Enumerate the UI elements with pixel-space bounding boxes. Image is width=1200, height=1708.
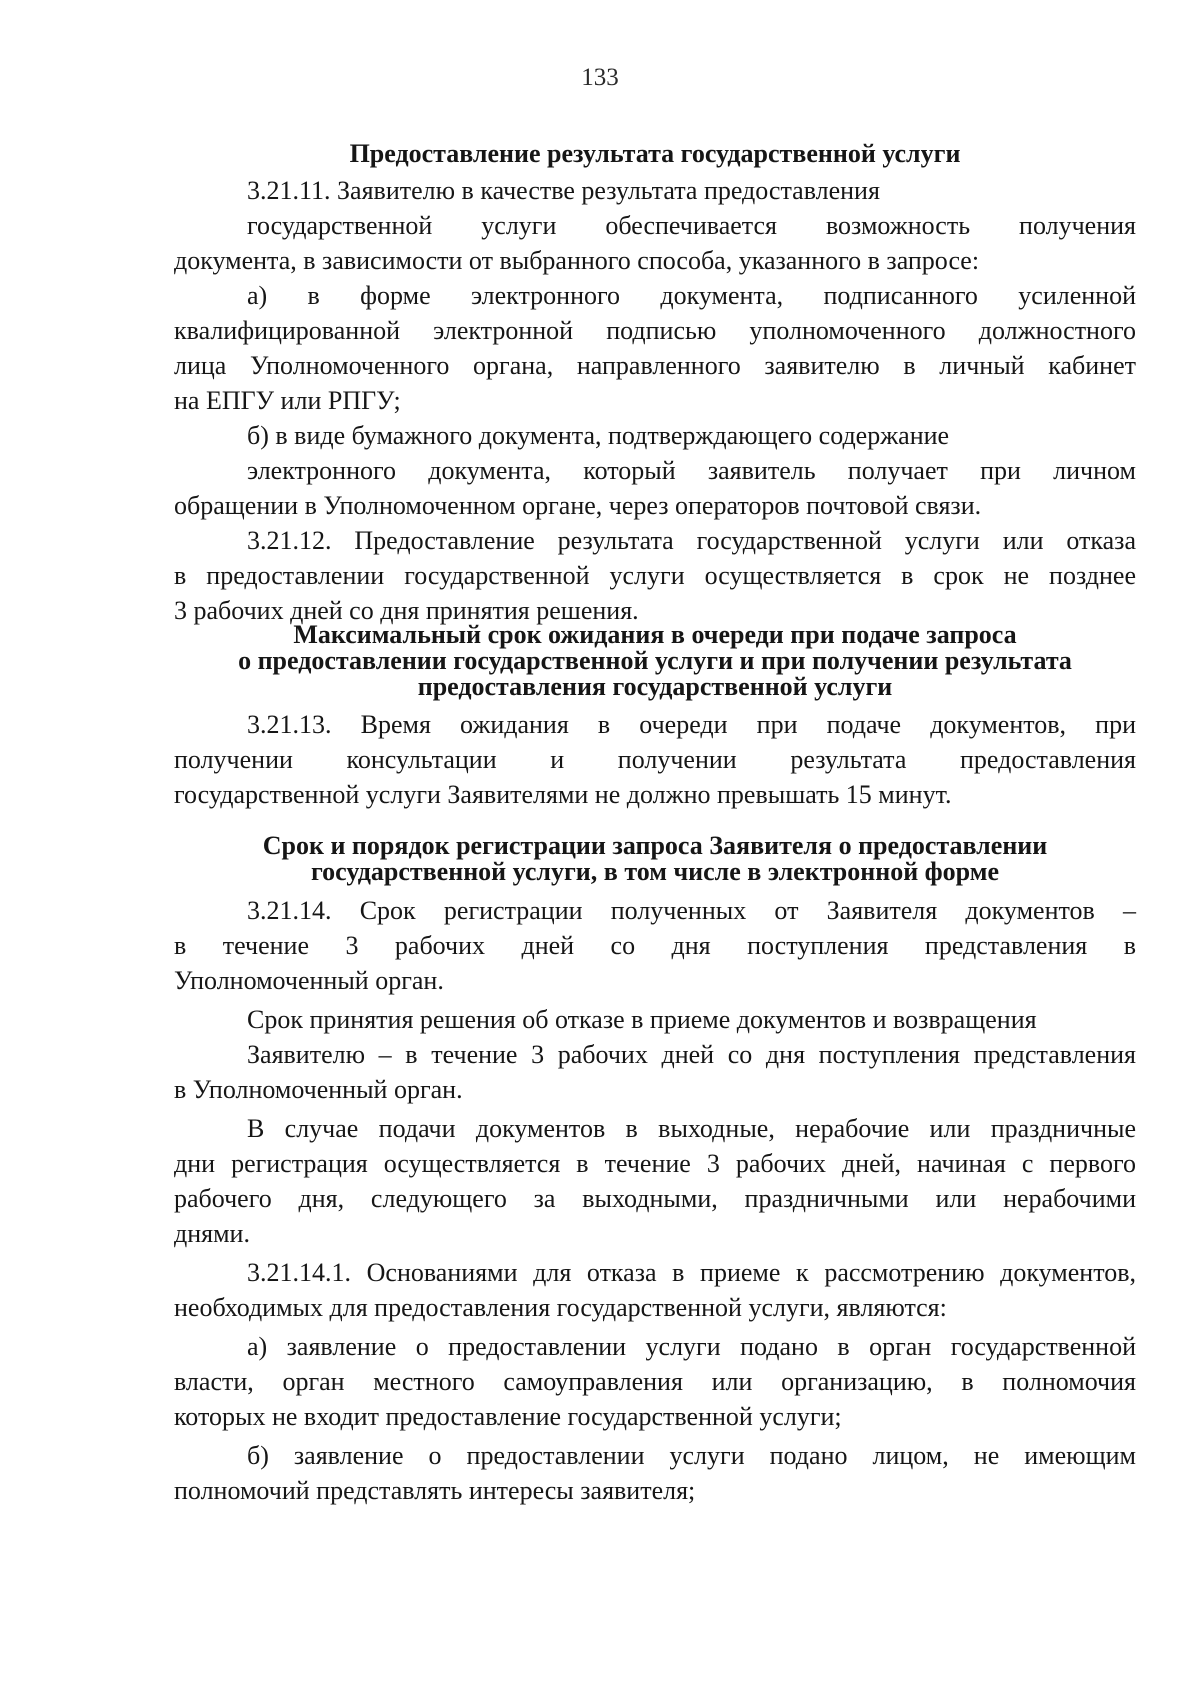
- paragraph-line: Срок принятия решения об отказе в приеме документов и возвращения: [247, 1005, 1037, 1034]
- paragraph-line: электронного документа, который заявитель получает при личном: [247, 456, 1136, 485]
- paragraph-line: 3 рабочих дней со дня принятия решения.: [174, 596, 639, 625]
- paragraph-line: необходимых для предоставления государственной услуги, являются:: [174, 1293, 947, 1322]
- section-heading-registration: Срок и порядок регистрации запроса Заявителя о предоставлении: [262, 831, 1048, 860]
- paragraph-line: в Уполномоченный орган.: [174, 1075, 463, 1104]
- paragraph-line: 3.21.14. Срок регистрации полученных от Заявителя документов –: [247, 896, 1136, 925]
- paragraph-line: а) в форме электронного документа, подписанного усиленной: [247, 281, 1136, 310]
- paragraph-line: власти, орган местного самоуправления или организацию, в полномочия: [174, 1367, 1136, 1396]
- paragraph-line: получении консультации и получении результата предоставления: [174, 745, 1136, 774]
- paragraph-line: лица Уполномоченного органа, направленного заявителю в личный кабинет: [174, 351, 1136, 380]
- paragraph-line: на ЕПГУ или РПГУ;: [174, 386, 401, 415]
- paragraph-line: 3.21.14.1. Основаниями для отказа в приеме к рассмотрению документов,: [247, 1258, 1136, 1287]
- paragraph-line: в течение 3 рабочих дней со дня поступления представления в: [174, 931, 1136, 960]
- paragraph-line: Заявителю – в течение 3 рабочих дней со дня поступления представления: [247, 1040, 1136, 1069]
- paragraph-line: государственной услуги обеспечивается возможность получения: [247, 211, 1136, 240]
- section-heading-result: Предоставление результата государственной услуги: [349, 139, 961, 168]
- paragraph-line: 3.21.11. Заявителю в качестве результата предоставления: [247, 176, 880, 205]
- section-heading-queue: Максимальный срок ожидания в очереди при подаче запроса: [293, 620, 1017, 649]
- paragraph-line: обращении в Уполномоченном органе, через операторов почтовой связи.: [174, 491, 982, 520]
- paragraph-line: б) в виде бумажного документа, подтверждающего содержание: [247, 421, 950, 450]
- paragraph-line: дни регистрация осуществляется в течение 3 рабочих дней, начиная с первого: [174, 1149, 1136, 1178]
- paragraph-line: В случае подачи документов в выходные, нерабочие или праздничные: [247, 1114, 1136, 1143]
- paragraph-line: документа, в зависимости от выбранного способа, указанного в запросе:: [174, 246, 980, 275]
- paragraph-line: б) заявление о предоставлении услуги подано лицом, не имеющим: [247, 1441, 1136, 1470]
- paragraph-line: полномочий представлять интересы заявителя;: [174, 1476, 696, 1505]
- paragraph-line: 3.21.12. Предоставление результата государственной услуги или отказа: [247, 526, 1136, 555]
- paragraph-line: квалифицированной электронной подписью уполномоченного должностного: [174, 316, 1136, 345]
- section-heading-registration: государственной услуги, в том числе в электронной форме: [311, 857, 999, 886]
- paragraph-line: рабочего дня, следующего за выходными, праздничными или нерабочими: [174, 1184, 1136, 1213]
- paragraph-line: государственной услуги Заявителями не должно превышать 15 минут.: [174, 780, 952, 809]
- page-number: 133: [581, 64, 619, 91]
- paragraph-line: Уполномоченный орган.: [174, 966, 444, 995]
- section-heading-queue: предоставления государственной услуги: [417, 672, 893, 701]
- paragraph-line: днями.: [174, 1219, 250, 1248]
- paragraph-line: в предоставлении государственной услуги осуществляется в срок не позднее: [174, 561, 1136, 590]
- paragraph-line: а) заявление о предоставлении услуги подано в орган государственной: [247, 1332, 1136, 1361]
- paragraph-line: которых не входит предоставление государственной услуги;: [174, 1402, 842, 1431]
- section-heading-queue: о предоставлении государственной услуги и при получении результата: [238, 646, 1072, 675]
- paragraph-line: 3.21.13. Время ожидания в очереди при подаче документов, при: [247, 710, 1136, 739]
